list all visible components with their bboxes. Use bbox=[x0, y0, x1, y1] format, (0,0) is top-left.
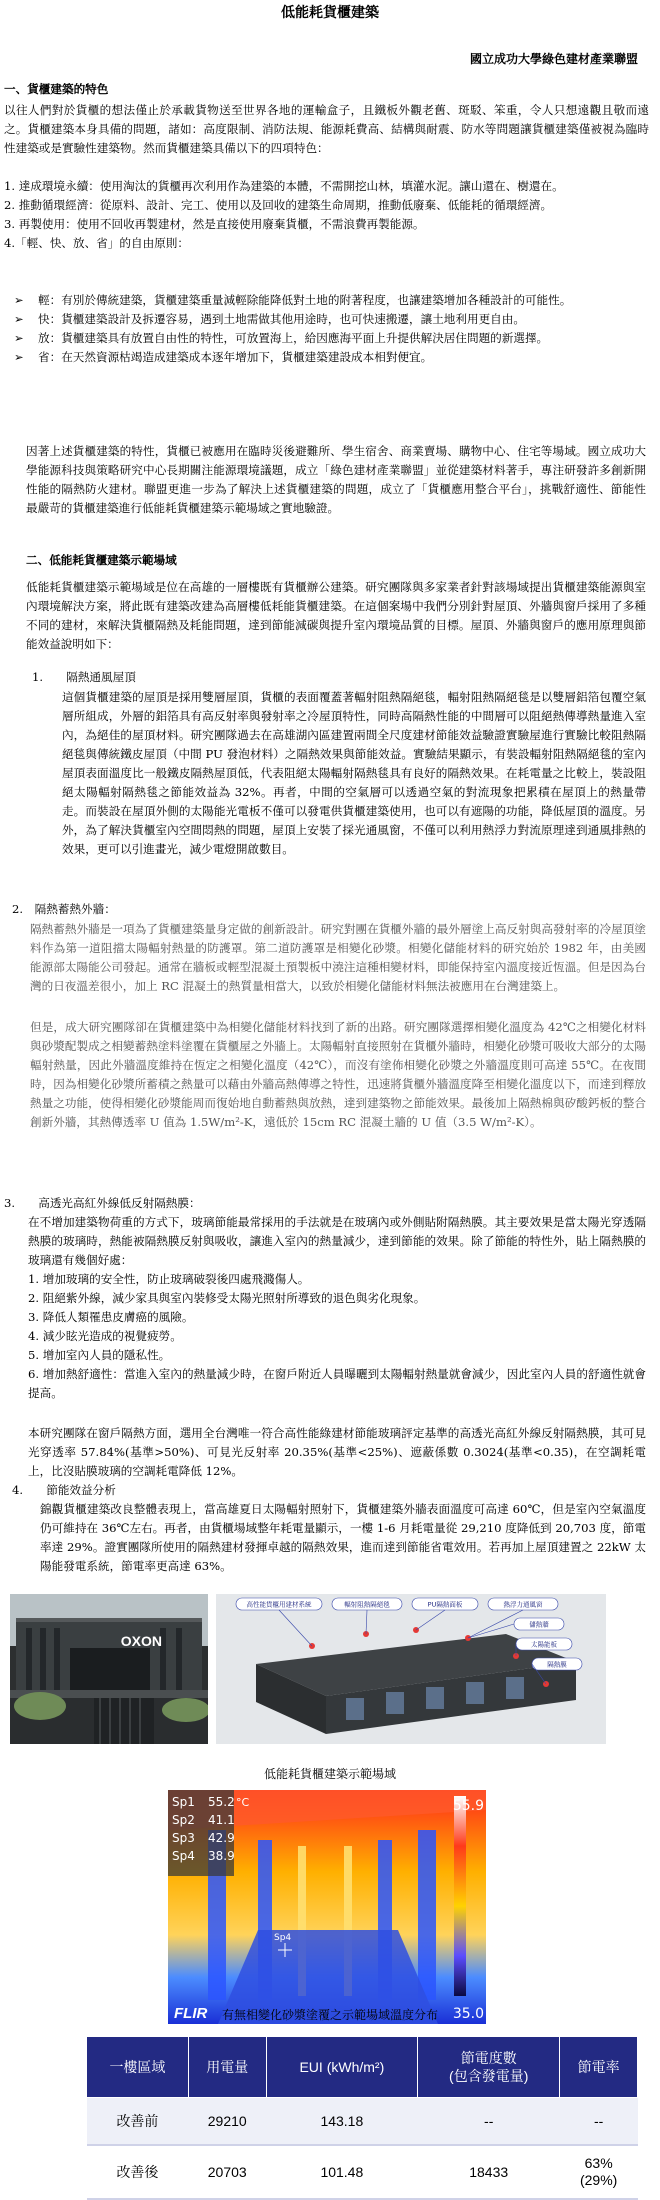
callout-label: 高性能貨櫃用建材系統 bbox=[246, 1600, 312, 1609]
table-cell: -- bbox=[560, 2098, 638, 2146]
building-diagram-render bbox=[216, 1594, 606, 1744]
table-cell: 29210 bbox=[188, 2098, 266, 2146]
column-header: EUI (kWh/m²) bbox=[266, 2037, 418, 2098]
table-cell: 63% (29%) bbox=[560, 2145, 638, 2199]
window-benefit-item: 6. 增加熱舒適性：當進入室內的熱量減少時，在窗戶附近人員曝曬到太陽輻射熱量就會減少，因此室內人員的舒適性就會提高。 bbox=[28, 1367, 646, 1400]
column-header: 節電率 bbox=[560, 2037, 638, 2098]
figure-1-caption: 低能耗貨櫃建築示範場域 bbox=[263, 1767, 396, 1781]
feature-item: 4.「輕、快、放、省」的自由原則： bbox=[4, 236, 189, 250]
spot-marker-label: Sp4 bbox=[274, 1933, 292, 1943]
thermal-image bbox=[168, 1790, 486, 2024]
table-row bbox=[87, 2145, 638, 2199]
scale-min: 35.0 bbox=[452, 2006, 484, 2022]
arrow-bullet-icon: ➢ bbox=[14, 293, 24, 307]
wall-text-2: 但是，成大研究團隊卻在貨櫃建築中為相變化儲能材料找到了新的出路。研究團隊選擇相變化溫度為 42℃之相變化材料與砂漿配製成之相變蓄熱塗料塗覆在貨櫃屋之外牆上。太陽輻射直接照射在貨櫃外牆時，相變化砂漿可吸收大部分的太陽輻射熱量，因此外牆溫度維持在恆定之相變化溫度（42℃），而沒有塗佈相變化砂漿之外牆溫度則可高達 55℃。在夜間時，因為相變化砂漿所蓄積之熱量可以藉由外牆高熱傳導之特性，迅速將貨櫃外牆溫度降至相變化溫度以下，而達到釋放熱量之功能，使得相變化砂漿能周而復始地自動蓄熱與放熱，達到建築物之節能效果。最後加上隔熱棉與矽酸鈣板的整合創新外牆，其熱傳透率 U 值為 1.5W/m²-K，遠低於 15cm RC 混凝土牆的 U 值（3.5 W/m²-K）。 bbox=[30, 1020, 646, 1129]
table-row bbox=[87, 2098, 638, 2146]
table-cell: 101.48 bbox=[266, 2145, 418, 2199]
window-intro: 在不增加建築物荷重的方式下，玻璃節能最常採用的手法就是在玻璃內或外側貼附隔熱膜。其主要效果是當太陽光穿透隔熱膜的玻璃時，熱能被隔熱膜反射與吸收，讓進入室內的熱量減少，達到節能的效果。除了節能的特性外，貼上隔熱膜的玻璃還有幾個好處： bbox=[28, 1215, 646, 1267]
spot-label: Sp1 bbox=[172, 1795, 195, 1809]
principle-item: ➢ 省：在天然資源枯竭造成建築成本逐年增加下，貨櫃建築建設成本相對便宜。 bbox=[14, 348, 646, 367]
building-exterior-photo bbox=[10, 1594, 208, 1744]
feature-item: 1. 達成環境永續：使用淘汰的貨櫃再次利用作為建築的本體，不需開挖山林，填灌水泥。讓山還在、樹還在。 bbox=[4, 179, 564, 193]
window-benefit-item: 3. 降低人類罹患皮膚癌的風險。 bbox=[28, 1310, 194, 1324]
principle-item: ➢ 放：貨櫃建築具有放置自由性的特性，可放置海上，給因應海平面上升提供解決居住問題的新選擇。 bbox=[14, 329, 646, 348]
table-cell: 18433 bbox=[418, 2145, 560, 2199]
column-header: 用電量 bbox=[188, 2037, 266, 2098]
roof-text: 這個貨櫃建築的屋頂是採用雙層屋頂，貨櫃的表面覆蓋著輻射阻熱隔絕毯，輻射阻熱隔絕毯是以雙層鋁箔包覆空氣層所組成，外層的鋁箔具有高反射率與發射率之冷屋頂特性，同時高隔熱性能的中間層可以阻絕熱傳導熱量進入室內，為絕佳的屋頂材料。研究團隊過去在高雄湖內區建置兩間全尺度建材節能效益驗證實驗屋進行實驗比較阻熱隔絕毯與傳統鐵皮屋頂（中間 PU 發泡材料）之隔熱效果與節能效益。實驗結果顯示，有裝設輻射阻熱隔絕毯的室內屋頂表面溫度比一般鐵皮隔熱屋頂低，代表阻絕太陽輻射隔熱毯具有良好的隔熱效果。在耗電量之比較上，裝設阻絕太陽輻射隔熱毯之節能效益為 32%。再者，中間的空氣層可以透過空氣的對流現象把累積在屋頂上的熱量帶走。而裝設在屋頂外側的太陽能光電板不僅可以發電供貨櫃建築使用，也可以有遮陽的功能，降低屋頂的溫度。另外，為了解決貨櫃室內空間悶熱的問題，屋頂上安裝了採光通風窗，不僅可以利用熱浮力對流原理達到通風排熱的效果，更可以引進畫光，減少電燈開啟數目。 bbox=[62, 690, 646, 856]
arrow-bullet-icon: ➢ bbox=[14, 312, 24, 326]
document-title: 低能耗貨櫃建築 bbox=[281, 5, 379, 21]
spot-label: Sp4 bbox=[172, 1849, 195, 1863]
table-cell: -- bbox=[418, 2098, 560, 2146]
table-cell: 20703 bbox=[188, 2145, 266, 2199]
feature-list bbox=[4, 177, 649, 253]
callout-label: 熱浮力通風窗 bbox=[503, 1600, 543, 1609]
temperature-scale-bar bbox=[454, 1796, 466, 1996]
callout-label: 輻射阻熱隔絕毯 bbox=[344, 1600, 390, 1609]
spot-value: 41.1 bbox=[208, 1813, 235, 1827]
column-header: 節電度數 (包含發電量) bbox=[418, 2037, 560, 2098]
figure-2-caption: 有無相變化砂漿塗覆之示範場域溫度分布 bbox=[221, 2008, 438, 2022]
wall-text-1: 隔熱蓄熱外牆是一項為了貨櫃建築量身定做的創新設計。研究對團在貨櫃外牆的最外層塗上高反射與高發射率的冷屋頂塗料作為第一道阻擋太陽輻射熱量的防護罩。第二道防護罩是相變化砂漿。相變化儲能材料的研究始於 1982 年，由美國能源部太陽能公司發起。通常在牆板或輕型混凝土預製板中澆注這種相變材料，即能保持室內溫度接近恆溫。但是因為台灣的日夜溫差很小，加上 RC 混凝土的熱質量相當大，以致於相變化儲能材料無法被應用在台灣建築上。 bbox=[30, 922, 646, 993]
window-outro: 本研究團隊在窗戶隔熱方面，選用全台灣唯一符合高性能綠建材節能玻璃評定基準的高透光高紅外線反射隔熱膜，其可見光穿透率 57.84%(基準>50%)、可見光反射率 20.35%(基準<25%)、遮蔽係數 0.3024(基準<0.35)，在空調耗電上，比沒貼膜玻璃的空調耗電降低 12%。 bbox=[28, 1426, 646, 1478]
section-1-intro: 以往人們對於貨櫃的想法僅止於承載貨物送至世界各地的運輸盒子，且鐵板外觀老舊、斑駁、笨重，令人只想遠觀且敬而遠之。貨櫃建築本身具備的問題，諸如：高度限制、消防法規、能源耗費高、結構與耐震、防水等問題讓貨櫃建築僅被視為臨時性建築或是實驗性建築物。然而貨櫃建築具備以下的四項特色： bbox=[4, 103, 649, 155]
benefit-heading: 4. 節能效益分析 bbox=[12, 1483, 116, 1497]
section-1-heading: 一、貨櫃建築的特色 bbox=[4, 82, 109, 96]
window-benefit-item: 2. 阻絕紫外線，減少家具與室內裝修受太陽光照射所導致的退色與劣化現象。 bbox=[28, 1291, 426, 1305]
window-benefit-item: 1. 增加玻璃的安全性，防止玻璃破裂後四處飛濺傷人。 bbox=[28, 1272, 310, 1286]
scale-max: 55.9 bbox=[452, 1798, 484, 1814]
callout-label: 太陽能板 bbox=[531, 1640, 557, 1649]
spot-value: 55.2 bbox=[208, 1795, 235, 1809]
sign-text: OXON bbox=[120, 1633, 162, 1649]
spot-label: Sp3 bbox=[172, 1831, 195, 1845]
principle-list bbox=[14, 291, 646, 367]
section-2-intro: 低能耗貨櫃建築示範場域是位在高雄的一層樓既有貨櫃辦公建築。研究團隊與多家業者針對該場域提出貨櫃建築能源與室內環境解決方案，將此既有建築改建為高層樓低耗能貨櫃建築。在這個案場中我們分別針對屋頂、外牆與窗戶採用了多種不同的建材，來解決貨櫃隔熱及耗能問題，達到節能減碳與提升室內環境品質的目標。屋頂、外牆與窗戶的應用原理與節能效益說明如下： bbox=[26, 580, 646, 651]
temperature-unit: °C bbox=[236, 1796, 250, 1809]
callout-label: 隔熱膜 bbox=[547, 1660, 567, 1669]
feature-item: 2. 推動循環經濟：從原料、設計、完工、使用以及回收的建築生命周期，推動低廢棄、低能耗的循環經濟。 bbox=[4, 198, 553, 212]
principle-item: ➢ 輕：有別於傳統建築，貨櫃建築重量減輕除能降低對土地的附著程度，也讓建築增加各種設計的可能性。 bbox=[14, 291, 646, 310]
section-2-heading: 二、低能耗貨櫃建築示範場域 bbox=[26, 553, 177, 567]
benefit-text: 錦觀貨櫃建築改良整體表現上，當高雄夏日太陽輻射照射下，貨櫃建築外牆表面溫度可高達 60℃，但是室內空氣溫度仍可維持在 36℃左右。再者，由貨櫃場域整年耗電量顯示，一樓 1-6 月耗電量從 29,210 度降低到 20,703 度，節電率達 29%。證實團隊所使用的隔熱建材發揮卓越的隔熱效果，進而達到節能省電效用。若再加上屋頂建置之 22kW 太陽能發電系統，節電率更高達 63%。 bbox=[40, 1502, 646, 1573]
arrow-bullet-icon: ➢ bbox=[14, 331, 24, 345]
callout-label: PU隔熱面板 bbox=[427, 1600, 463, 1609]
spot-label: Sp2 bbox=[172, 1813, 195, 1827]
table-cell: 143.18 bbox=[266, 2098, 418, 2146]
window-benefit-item: 4. 減少眩光造成的視覺疲勞。 bbox=[28, 1329, 182, 1343]
feature-item: 3. 再製使用：使用不回收再製建材，然是直接使用廢棄貨櫃，不需浪費再製能源。 bbox=[4, 217, 425, 231]
principle-item: ➢ 快：貨櫃建築設計及拆遷容易，遇到土地需做其他用途時，也可快速搬遷，讓土地利用更自由。 bbox=[14, 310, 646, 329]
window-benefit-item: 5. 增加室內人員的隱私性。 bbox=[28, 1348, 171, 1362]
window-heading: 3. 高透光高紅外線低反射隔熱膜： bbox=[4, 1196, 201, 1210]
table-cell: 改善後 bbox=[87, 2145, 189, 2199]
organization-name: 國立成功大學綠色建材產業聯盟 bbox=[469, 52, 638, 66]
flir-logo: FLIR bbox=[174, 2005, 208, 2022]
arrow-bullet-icon: ➢ bbox=[14, 350, 24, 364]
spot-value: 42.9 bbox=[208, 1831, 235, 1845]
section-1-outro: 因著上述貨櫃建築的特性，貨櫃已被應用在臨時災後避難所、學生宿舍、商業賣場、購物中心、住宅等場域。國立成功大學能源科技與策略研究中心長期關注能源環境議題，成立「綠色建材產業聯盟」並從建築材料著手，專注研發許多創新開性能的隔熱防火建材。聯盟更進一步為了解決上述貨櫃建築的問題，成立了「貨櫃應用整合平台」，挑戰舒適性、節能性最嚴苛的貨櫃建築進行低能耗貨櫃建築示範場域之實地驗證。 bbox=[26, 444, 646, 515]
callout-label: 儲熱牆 bbox=[529, 1620, 549, 1629]
window-benefit-list bbox=[28, 1270, 646, 1403]
column-header: 一樓區域 bbox=[87, 2037, 189, 2098]
energy-saving-table bbox=[86, 2036, 638, 2200]
spot-value: 38.9 bbox=[208, 1849, 235, 1863]
wall-heading: 2. 隔熱蓄熱外牆： bbox=[12, 902, 116, 916]
table-cell: 改善前 bbox=[87, 2098, 189, 2146]
roof-heading: 1. 隔熱通風屋頂 bbox=[32, 670, 136, 684]
